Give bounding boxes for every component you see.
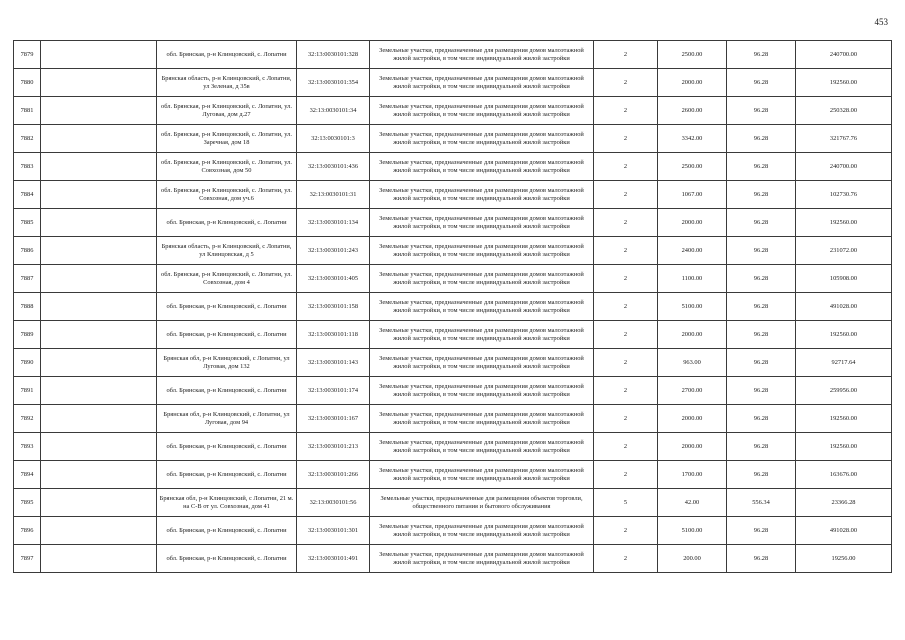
table-body <box>14 41 892 573</box>
table-row <box>14 461 892 489</box>
cadastral-value-cell: 321767.76 <box>796 125 892 153</box>
cadastral-value-cell: 192560.00 <box>796 209 892 237</box>
use-group-cell: 2 <box>594 97 658 125</box>
cadastral-number-cell: 32:13:0030101:354 <box>297 69 370 97</box>
table-row <box>14 433 892 461</box>
use-group-cell: 2 <box>594 461 658 489</box>
specific-value-cell: 96.28 <box>727 545 796 573</box>
cadastral-number-cell: 32:13:0030101:56 <box>297 489 370 517</box>
cadastral-number-cell: 32:13:0030101:31 <box>297 181 370 209</box>
row-number-cell: 7881 <box>14 97 41 125</box>
blank-cell <box>41 433 157 461</box>
blank-cell <box>41 69 157 97</box>
cadastral-value-cell: 259956.00 <box>796 377 892 405</box>
land-use-cell: Земельные участки, предназначенные для размещения домов малоэтажной жилой застройки, в том числе индивидуальной жилой застройки <box>370 209 594 237</box>
address-cell: обл. Брянская, р-н Клинцовский, с. Лопатни, ул. Совхозная, дом 4 <box>157 265 297 293</box>
area-cell: 963.00 <box>658 349 727 377</box>
blank-cell <box>41 125 157 153</box>
use-group-cell: 2 <box>594 433 658 461</box>
blank-cell <box>41 41 157 69</box>
blank-cell <box>41 209 157 237</box>
blank-cell <box>41 97 157 125</box>
cadastral-value-cell: 250328.00 <box>796 97 892 125</box>
table-row <box>14 545 892 573</box>
table-row <box>14 209 892 237</box>
specific-value-cell: 96.28 <box>727 237 796 265</box>
cadastral-number-cell: 32:13:0030101:34 <box>297 97 370 125</box>
address-cell: обл. Брянская, р-н Клинцовский, с. Лопатни, ул. Совхозная, дом уч.6 <box>157 181 297 209</box>
address-cell: Брянская область, р-н Клинцовский, с Лопатни, ул Клинцовская, д 5 <box>157 237 297 265</box>
specific-value-cell: 96.28 <box>727 97 796 125</box>
land-use-cell: Земельные участки, предназначенные для размещения домов малоэтажной жилой застройки, в том числе индивидуальной жилой застройки <box>370 69 594 97</box>
blank-cell <box>41 293 157 321</box>
cadastral-value-cell: 240700.00 <box>796 153 892 181</box>
specific-value-cell: 96.28 <box>727 153 796 181</box>
area-cell: 2000.00 <box>658 433 727 461</box>
blank-cell <box>41 321 157 349</box>
cadastral-number-cell: 32:13:0030101:301 <box>297 517 370 545</box>
address-cell: Брянская область, р-н Клинцовский, с Лопатни, ул Зеленая, д 35в <box>157 69 297 97</box>
blank-cell <box>41 489 157 517</box>
blank-cell <box>41 405 157 433</box>
address-cell: обл. Брянская, р-н Клинцовский, с. Лопатни, ул. Луговая, дом д.27 <box>157 97 297 125</box>
row-number-cell: 7880 <box>14 69 41 97</box>
area-cell: 42.00 <box>658 489 727 517</box>
address-cell: обл. Брянская, р-н Клинцовский, с. Лопатни <box>157 293 297 321</box>
row-number-cell: 7887 <box>14 265 41 293</box>
cadastral-number-cell: 32:13:0030101:436 <box>297 153 370 181</box>
land-use-cell: Земельные участки, предназначенные для размещения домов малоэтажной жилой застройки, в том числе индивидуальной жилой застройки <box>370 153 594 181</box>
cadastral-number-cell: 32:13:0030101:328 <box>297 41 370 69</box>
specific-value-cell: 96.28 <box>727 405 796 433</box>
use-group-cell: 2 <box>594 125 658 153</box>
row-number-cell: 7890 <box>14 349 41 377</box>
area-cell: 1100.00 <box>658 265 727 293</box>
row-number-cell: 7888 <box>14 293 41 321</box>
blank-cell <box>41 153 157 181</box>
area-cell: 2400.00 <box>658 237 727 265</box>
land-use-cell: Земельные участки, предназначенные для размещения домов малоэтажной жилой застройки, в том числе индивидуальной жилой застройки <box>370 181 594 209</box>
land-use-cell: Земельные участки, предназначенные для размещения домов малоэтажной жилой застройки, в том числе индивидуальной жилой застройки <box>370 265 594 293</box>
row-number-cell: 7889 <box>14 321 41 349</box>
area-cell: 2500.00 <box>658 153 727 181</box>
cadastral-value-cell: 231072.00 <box>796 237 892 265</box>
use-group-cell: 5 <box>594 489 658 517</box>
cadastral-value-cell: 192560.00 <box>796 433 892 461</box>
cadastral-value-cell: 23366.28 <box>796 489 892 517</box>
row-number-cell: 7891 <box>14 377 41 405</box>
specific-value-cell: 96.28 <box>727 321 796 349</box>
address-cell: обл. Брянская, р-н Клинцовский, с. Лопатни <box>157 433 297 461</box>
cadastral-value-cell: 92717.64 <box>796 349 892 377</box>
row-number-cell: 7896 <box>14 517 41 545</box>
cadastral-value-cell: 192560.00 <box>796 69 892 97</box>
address-cell: обл. Брянская, р-н Клинцовский, с. Лопатни <box>157 377 297 405</box>
table-row <box>14 265 892 293</box>
specific-value-cell: 96.28 <box>727 349 796 377</box>
land-use-cell: Земельные участки, предназначенные для размещения объектов торговли, общественного питания и бытового обслуживания <box>370 489 594 517</box>
cadastral-value-cell: 491028.00 <box>796 293 892 321</box>
land-use-cell: Земельные участки, предназначенные для размещения домов малоэтажной жилой застройки, в том числе индивидуальной жилой застройки <box>370 237 594 265</box>
land-use-cell: Земельные участки, предназначенные для размещения домов малоэтажной жилой застройки, в том числе индивидуальной жилой застройки <box>370 461 594 489</box>
use-group-cell: 2 <box>594 41 658 69</box>
row-number-cell: 7892 <box>14 405 41 433</box>
use-group-cell: 2 <box>594 377 658 405</box>
table-row <box>14 237 892 265</box>
table-row <box>14 293 892 321</box>
address-cell: обл. Брянская, р-н Клинцовский, с. Лопатни <box>157 321 297 349</box>
cadastral-value-cell: 19256.00 <box>796 545 892 573</box>
row-number-cell: 7882 <box>14 125 41 153</box>
table-row <box>14 349 892 377</box>
address-cell: Брянская обл, р-н Клинцовский, с Лопатни, ул Луговая, дом 132 <box>157 349 297 377</box>
table-row <box>14 97 892 125</box>
cadastral-number-cell: 32:13:0030101:405 <box>297 265 370 293</box>
row-number-cell: 7883 <box>14 153 41 181</box>
row-number-cell: 7885 <box>14 209 41 237</box>
cadastral-number-cell: 32:13:0030101:491 <box>297 545 370 573</box>
land-use-cell: Земельные участки, предназначенные для размещения домов малоэтажной жилой застройки, в том числе индивидуальной жилой застройки <box>370 293 594 321</box>
row-number-cell: 7884 <box>14 181 41 209</box>
area-cell: 5100.00 <box>658 517 727 545</box>
use-group-cell: 2 <box>594 405 658 433</box>
cadastral-value-cell: 240700.00 <box>796 41 892 69</box>
area-cell: 2000.00 <box>658 69 727 97</box>
use-group-cell: 2 <box>594 265 658 293</box>
page-number: 453 <box>874 17 888 27</box>
area-cell: 2000.00 <box>658 405 727 433</box>
cadastral-value-cell: 102730.76 <box>796 181 892 209</box>
area-cell: 200.00 <box>658 545 727 573</box>
cadastral-value-cell: 192560.00 <box>796 321 892 349</box>
specific-value-cell: 96.28 <box>727 125 796 153</box>
cadastral-number-cell: 32:13:0030101:134 <box>297 209 370 237</box>
blank-cell <box>41 237 157 265</box>
address-cell: обл. Брянская, р-н Клинцовский, с. Лопатни <box>157 545 297 573</box>
address-cell: обл. Брянская, р-н Клинцовский, с. Лопатни <box>157 41 297 69</box>
use-group-cell: 2 <box>594 293 658 321</box>
land-use-cell: Земельные участки, предназначенные для размещения домов малоэтажной жилой застройки, в том числе индивидуальной жилой застройки <box>370 97 594 125</box>
use-group-cell: 2 <box>594 517 658 545</box>
use-group-cell: 2 <box>594 545 658 573</box>
land-use-cell: Земельные участки, предназначенные для размещения домов малоэтажной жилой застройки, в том числе индивидуальной жилой застройки <box>370 433 594 461</box>
cadastral-number-cell: 32:13:0030101:243 <box>297 237 370 265</box>
cadastral-value-cell: 163676.00 <box>796 461 892 489</box>
address-cell: обл. Брянская, р-н Клинцовский, с. Лопатни <box>157 209 297 237</box>
row-number-cell: 7893 <box>14 433 41 461</box>
use-group-cell: 2 <box>594 321 658 349</box>
table-row <box>14 153 892 181</box>
land-use-cell: Земельные участки, предназначенные для размещения домов малоэтажной жилой застройки, в том числе индивидуальной жилой застройки <box>370 41 594 69</box>
specific-value-cell: 96.28 <box>727 265 796 293</box>
table-row <box>14 125 892 153</box>
cadastral-number-cell: 32:13:0030101:118 <box>297 321 370 349</box>
area-cell: 2000.00 <box>658 209 727 237</box>
specific-value-cell: 556.34 <box>727 489 796 517</box>
land-use-cell: Земельные участки, предназначенные для размещения домов малоэтажной жилой застройки, в том числе индивидуальной жилой застройки <box>370 405 594 433</box>
cadastral-value-table <box>13 40 892 573</box>
row-number-cell: 7895 <box>14 489 41 517</box>
row-number-cell: 7897 <box>14 545 41 573</box>
specific-value-cell: 96.28 <box>727 69 796 97</box>
table-row <box>14 517 892 545</box>
land-use-cell: Земельные участки, предназначенные для размещения домов малоэтажной жилой застройки, в том числе индивидуальной жилой застройки <box>370 545 594 573</box>
area-cell: 1067.00 <box>658 181 727 209</box>
use-group-cell: 2 <box>594 237 658 265</box>
cadastral-number-cell: 32:13:0030101:143 <box>297 349 370 377</box>
blank-cell <box>41 349 157 377</box>
cadastral-number-cell: 32:13:0030101:167 <box>297 405 370 433</box>
address-cell: обл. Брянская, р-н Клинцовский, с. Лопатни <box>157 517 297 545</box>
address-cell: обл. Брянская, р-н Клинцовский, с. Лопатни, ул. Заречная, дом 18 <box>157 125 297 153</box>
blank-cell <box>41 265 157 293</box>
land-use-cell: Земельные участки, предназначенные для размещения домов малоэтажной жилой застройки, в том числе индивидуальной жилой застройки <box>370 349 594 377</box>
blank-cell <box>41 377 157 405</box>
blank-cell <box>41 461 157 489</box>
cadastral-value-cell: 491028.00 <box>796 517 892 545</box>
row-number-cell: 7879 <box>14 41 41 69</box>
table-row <box>14 489 892 517</box>
cadastral-number-cell: 32:13:0030101:174 <box>297 377 370 405</box>
specific-value-cell: 96.28 <box>727 41 796 69</box>
address-cell: обл. Брянская, р-н Клинцовский, с. Лопатни, ул. Совхозная, дом 50 <box>157 153 297 181</box>
address-cell: Брянская обл, р-н Клинцовский, с Лопатни, ул Луговая, дом 94 <box>157 405 297 433</box>
area-cell: 2700.00 <box>658 377 727 405</box>
blank-cell <box>41 181 157 209</box>
table-row <box>14 377 892 405</box>
row-number-cell: 7894 <box>14 461 41 489</box>
address-cell: Брянская обл, р-н Клинцовский, с Лопатни, 21 м. на С-В от ул. Совхозная, дом 41 <box>157 489 297 517</box>
cadastral-number-cell: 32:13:0030101:266 <box>297 461 370 489</box>
specific-value-cell: 96.28 <box>727 461 796 489</box>
area-cell: 2600.00 <box>658 97 727 125</box>
specific-value-cell: 96.28 <box>727 433 796 461</box>
table-row <box>14 69 892 97</box>
row-number-cell: 7886 <box>14 237 41 265</box>
cadastral-number-cell: 32:13:0030101:158 <box>297 293 370 321</box>
specific-value-cell: 96.28 <box>727 517 796 545</box>
specific-value-cell: 96.28 <box>727 181 796 209</box>
cadastral-number-cell: 32:13:0030101:3 <box>297 125 370 153</box>
use-group-cell: 2 <box>594 153 658 181</box>
land-use-cell: Земельные участки, предназначенные для размещения домов малоэтажной жилой застройки, в том числе индивидуальной жилой застройки <box>370 125 594 153</box>
specific-value-cell: 96.28 <box>727 209 796 237</box>
cadastral-value-cell: 105908.00 <box>796 265 892 293</box>
use-group-cell: 2 <box>594 349 658 377</box>
use-group-cell: 2 <box>594 209 658 237</box>
cadastral-value-cell: 192560.00 <box>796 405 892 433</box>
area-cell: 2000.00 <box>658 321 727 349</box>
area-cell: 1700.00 <box>658 461 727 489</box>
land-use-cell: Земельные участки, предназначенные для размещения домов малоэтажной жилой застройки, в том числе индивидуальной жилой застройки <box>370 517 594 545</box>
table-row <box>14 41 892 69</box>
table-row <box>14 181 892 209</box>
land-use-cell: Земельные участки, предназначенные для размещения домов малоэтажной жилой застройки, в том числе индивидуальной жилой застройки <box>370 321 594 349</box>
blank-cell <box>41 545 157 573</box>
area-cell: 3342.00 <box>658 125 727 153</box>
area-cell: 2500.00 <box>658 41 727 69</box>
use-group-cell: 2 <box>594 181 658 209</box>
use-group-cell: 2 <box>594 69 658 97</box>
table-row <box>14 405 892 433</box>
cadastral-number-cell: 32:13:0030101:213 <box>297 433 370 461</box>
land-use-cell: Земельные участки, предназначенные для размещения домов малоэтажной жилой застройки, в том числе индивидуальной жилой застройки <box>370 377 594 405</box>
specific-value-cell: 96.28 <box>727 293 796 321</box>
specific-value-cell: 96.28 <box>727 377 796 405</box>
area-cell: 5100.00 <box>658 293 727 321</box>
table-row <box>14 321 892 349</box>
address-cell: обл. Брянская, р-н Клинцовский, с. Лопатни <box>157 461 297 489</box>
blank-cell <box>41 517 157 545</box>
